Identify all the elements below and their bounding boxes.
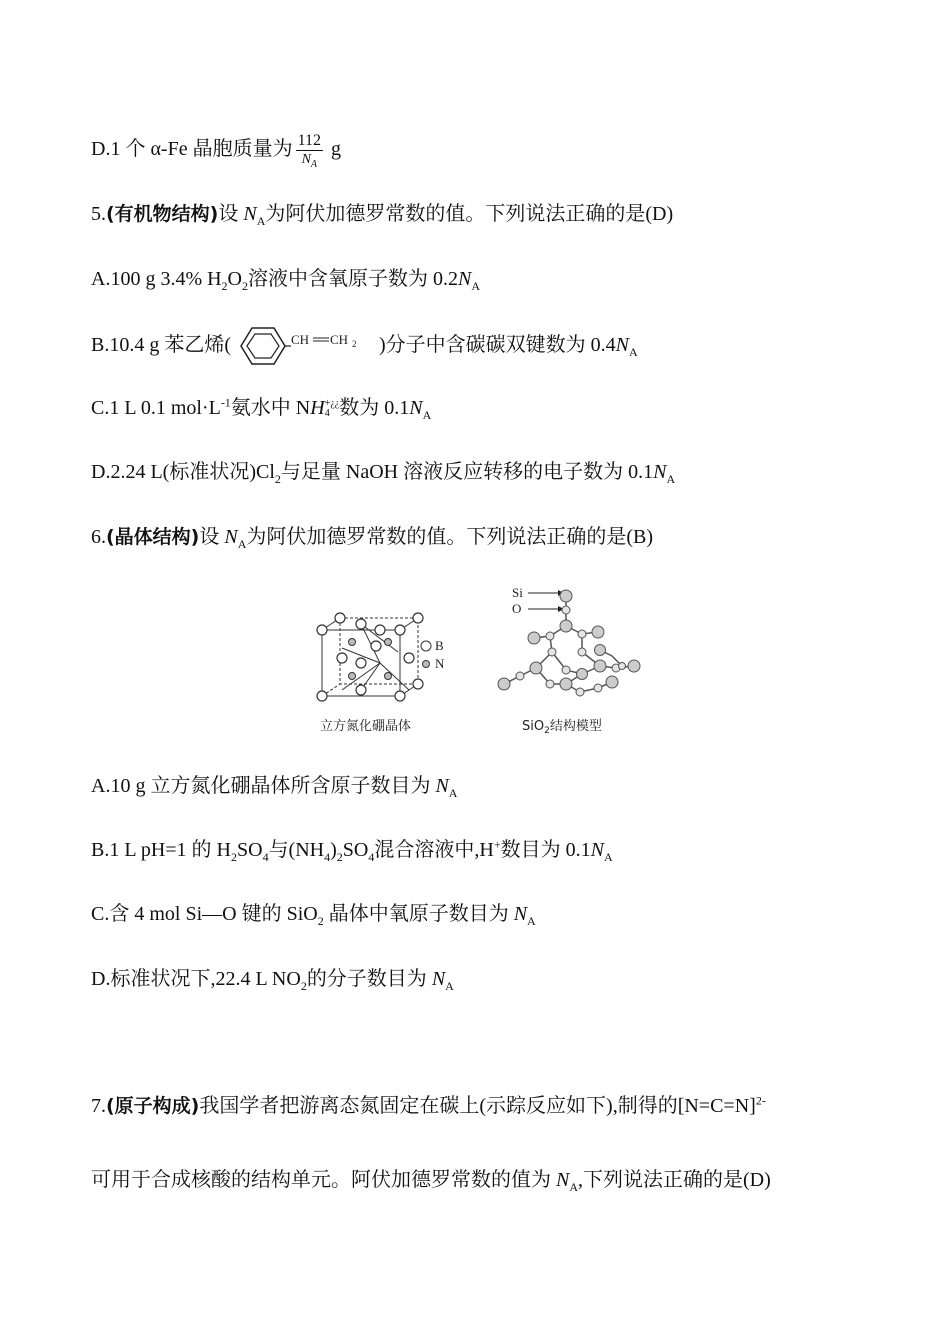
q7-number: 7. — [91, 1095, 106, 1117]
ch2-label: CH — [330, 332, 349, 348]
fraction-denominator: $N_A$ — [301, 152, 318, 170]
legend-n-label: N — [435, 656, 445, 671]
q6-option-d: D.标准状况下,22.4 L $NO_2$的分子数目为 $N_A$ — [91, 968, 454, 993]
q6-stem-text: 为阿伏加德罗常数的值。下列说法正确的是(B) — [246, 526, 654, 548]
ch-label: CH — [291, 332, 310, 348]
bn-caption: 立方氮化硼晶体 — [320, 719, 412, 734]
q7-stem-line2: 可用于合成核酸的结构单元。阿伏加德罗常数的值为 $N_A$,下列说法正确的是(D) — [91, 1169, 771, 1194]
q6-option-a: A.10 g 立方氮化硼晶体所含原子数目为 $N_A$ — [91, 775, 458, 800]
q6-stem: 6.(晶体结构)设 $N_A$为阿伏加德罗常数的值。下列说法正确的是(B) — [91, 526, 654, 551]
o-label: O — [512, 601, 522, 616]
legend-n-icon — [423, 661, 430, 668]
q6-option-c: C.含 4 mol Si—O 键的 SiO$_2$ 晶体中氧原子数目为 $N_A$ — [91, 903, 536, 928]
q6-topic-tag: (晶体结构) — [106, 526, 200, 548]
legend-b-label: B — [435, 638, 444, 653]
q7-topic-tag: (原子构成) — [106, 1095, 200, 1117]
q4-option-d-text: D.1 个 α-Fe 晶胞质量为 — [91, 138, 293, 161]
q5-option-b: B.10.4 g 苯乙烯( CH CH 2 )分子中含碳碳双键数为 $0.4N_A$ — [91, 323, 638, 368]
q4-option-d — [91, 132, 341, 169]
styrene-structure — [231, 324, 379, 368]
svg-text:2: 2 — [352, 339, 357, 350]
si-label: Si — [512, 585, 523, 600]
fraction-112-over-na — [296, 132, 323, 169]
q6-option-b: B.1 L pH=1 的 $H_2SO_4$与$(NH_4)_2SO_4$混合溶液中,H+数目为 $0.1N_A$ — [91, 837, 613, 864]
unit-g: g — [326, 138, 341, 161]
q5-stem-text: 为阿伏加德罗常数的值。下列说法正确的是(D) — [265, 203, 674, 225]
legend-b-icon — [421, 641, 431, 651]
q5-option-a: A.100 g 3.4% $H_2O_2$溶液中含氧原子数为 $0.2N_A$ — [91, 268, 481, 293]
q6-number: 6. — [91, 526, 106, 548]
q5-number: 5. — [91, 203, 106, 225]
crystal-structure-figure — [300, 580, 660, 740]
fraction-numerator: 112 — [297, 132, 321, 149]
q7-stem-line1: 7.(原子构成)我国学者把游离态氮固定在碳上(示踪反应如下),制得的[N=C=N]$^{2-}$ — [91, 1093, 766, 1117]
q5-option-d: D.2.24 L(标准状况)$Cl_2$与足量 NaOH 溶液反应转移的电子数为 $0.1N_A$ — [91, 461, 676, 486]
q5-option-c: C.1 L 0.1 $mol\cdot L^{-1}$氨水中 NH +¿¿ 4 数为 $0.1N_A$ — [91, 395, 432, 422]
q5-topic-tag: (有机物结构) — [106, 203, 219, 225]
sio2-caption: SiO$_2$结构模型 — [522, 719, 602, 736]
q5-stem: 5.(有机物结构)设 $N_A$为阿伏加德罗常数的值。下列说法正确的是(D) — [91, 203, 674, 228]
